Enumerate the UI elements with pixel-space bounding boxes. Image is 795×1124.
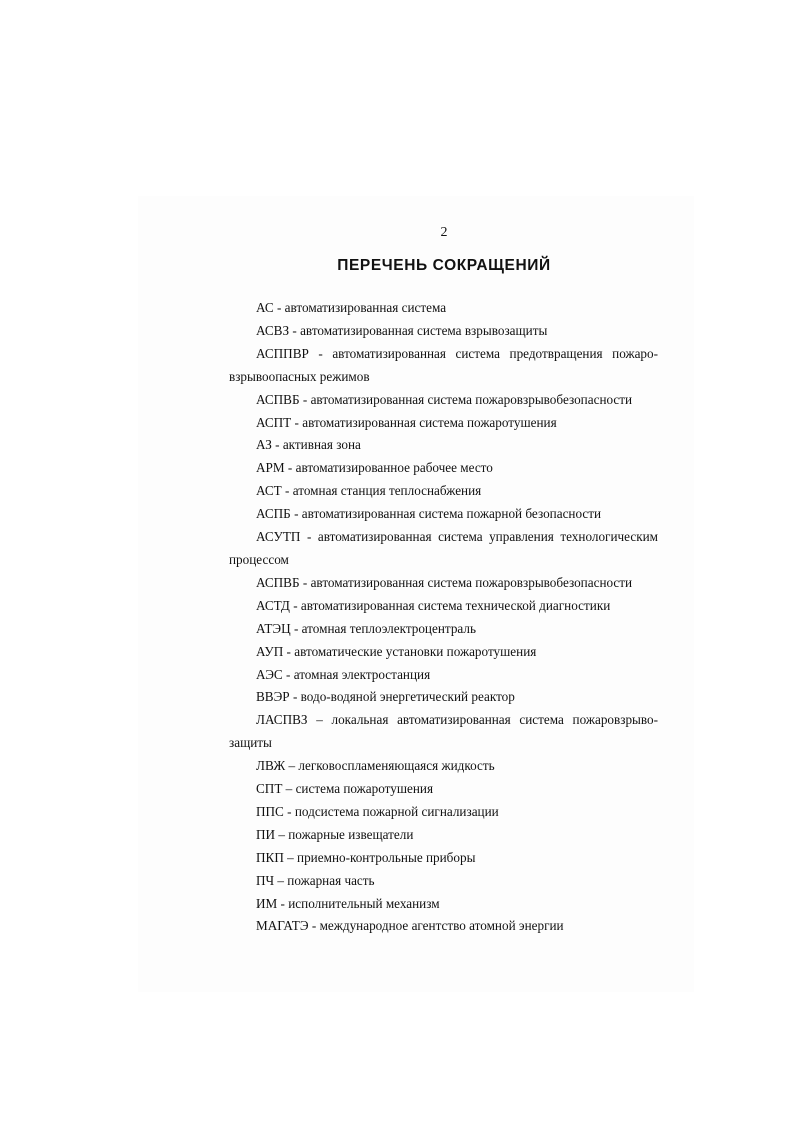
- list-item: [229, 480, 658, 503]
- list-item: [229, 664, 658, 687]
- abbreviation: АСВЗ: [256, 322, 290, 338]
- abbreviation: СПТ: [256, 781, 283, 797]
- list-item: [229, 343, 658, 389]
- definition: пожарная часть: [287, 872, 375, 888]
- abbreviations-list: [229, 297, 658, 938]
- definition: приемно-контрольные приборы: [297, 849, 476, 865]
- definition: система пожаротушения: [295, 781, 434, 797]
- abbreviation: АСПБ: [256, 506, 291, 522]
- separator: -: [311, 918, 317, 934]
- list-item: [229, 320, 658, 343]
- separator: -: [285, 483, 290, 499]
- abbreviation: АЗ: [256, 437, 272, 453]
- list-item: [229, 595, 658, 618]
- definition: автоматизированная система пожаровзрывобезопасности: [310, 574, 633, 590]
- abbreviation: АСППВР: [256, 345, 309, 361]
- list-item: [229, 686, 658, 709]
- definition: атомная электростанция: [293, 666, 431, 682]
- abbreviation: АСТД: [256, 597, 290, 613]
- separator: -: [276, 300, 282, 315]
- definition: локальная автоматизированная система пожаровзрыво-защиты: [229, 712, 659, 751]
- list-item: [229, 709, 658, 755]
- separator: -: [294, 414, 299, 430]
- definition: атомная теплоэлектроцентраль: [301, 620, 476, 636]
- list-item: [229, 457, 658, 480]
- definition: автоматические установки пожаротушения: [294, 643, 537, 659]
- list-item: [229, 778, 658, 801]
- separator: -: [306, 529, 312, 545]
- list-item: [229, 572, 658, 595]
- list-item: [229, 618, 658, 641]
- list-item: [229, 297, 658, 320]
- abbreviation: АСУТП: [256, 529, 301, 545]
- separator: -: [294, 506, 299, 522]
- definition: водо-водяной энергетический реактор: [300, 689, 515, 705]
- separator: –: [285, 781, 293, 797]
- list-item: [229, 755, 658, 778]
- abbreviation: АРМ: [256, 460, 285, 476]
- definition: активная зона: [282, 437, 361, 453]
- abbreviation: АСПТ: [256, 414, 292, 430]
- definition: автоматизированная система управления технологическим процессом: [229, 529, 658, 567]
- abbreviation: ППС: [256, 803, 284, 819]
- abbreviation: АСПВБ: [256, 391, 300, 407]
- definition: исполнительный механизм: [288, 895, 440, 911]
- separator: -: [286, 643, 291, 659]
- list-item: [229, 847, 658, 870]
- abbreviation: ПЧ: [256, 872, 275, 888]
- definition: автоматизированная система предотвращения пожаро-взрывоопасных режимов: [229, 345, 658, 384]
- separator: -: [293, 597, 298, 613]
- abbreviation: ПКП: [256, 849, 284, 865]
- list-item: [229, 801, 658, 824]
- definition: подсистема пожарной сигнализации: [294, 803, 499, 819]
- separator: –: [277, 872, 284, 888]
- separator: -: [287, 460, 293, 476]
- list-item: [229, 893, 658, 916]
- list-item: [229, 870, 658, 893]
- separator: –: [287, 849, 294, 865]
- separator: –: [278, 826, 285, 842]
- definition: легковоспламеняющаяся жидкость: [298, 758, 495, 774]
- definition: автоматизированная система: [284, 300, 447, 315]
- definition: международное агентство атомной энергии: [319, 918, 564, 934]
- definition: автоматизированная система пожаровзрывобезопасности: [310, 391, 633, 407]
- definition: атомная станция теплоснабжения: [292, 483, 482, 499]
- list-item: [229, 412, 658, 435]
- separator: -: [293, 620, 299, 636]
- abbreviation: АС: [256, 300, 274, 315]
- abbreviation: АЭС: [256, 666, 283, 682]
- separator: -: [318, 345, 323, 361]
- definition: автоматизированное рабочее место: [295, 460, 493, 476]
- definition: автоматизированная система пожаротушения: [302, 414, 557, 430]
- list-item: [229, 915, 658, 938]
- list-item: [229, 641, 658, 664]
- separator: -: [302, 574, 308, 590]
- abbreviation: ЛВЖ: [256, 758, 286, 774]
- abbreviation: ИМ: [256, 895, 278, 911]
- separator: -: [286, 666, 291, 682]
- definition: автоматизированная система пожарной безопасности: [301, 506, 602, 522]
- list-item: [229, 503, 658, 526]
- separator: –: [288, 758, 296, 774]
- abbreviation: АСПВБ: [256, 574, 300, 590]
- separator: -: [275, 437, 280, 453]
- page-title: ПЕРЕЧЕНЬ СОКРАЩЕНИЙ: [337, 257, 551, 274]
- list-item: [229, 824, 658, 847]
- separator: –: [316, 712, 323, 728]
- list-item: [229, 526, 658, 572]
- separator: -: [292, 689, 298, 705]
- abbreviation: ПИ: [256, 826, 276, 842]
- definition: автоматизированная система взрывозащиты: [300, 322, 548, 338]
- abbreviation: АУП: [256, 643, 284, 659]
- page-number: 2: [440, 225, 448, 240]
- separator: -: [280, 895, 285, 911]
- abbreviation: ЛАСПВЗ: [256, 712, 308, 728]
- abbreviation: АТЭЦ: [256, 620, 291, 636]
- definition: автоматизированная система технической диагностики: [300, 597, 611, 613]
- definition: пожарные извещатели: [288, 826, 414, 842]
- separator: -: [287, 803, 292, 819]
- separator: -: [292, 322, 297, 338]
- abbreviation: МАГАТЭ: [256, 918, 309, 934]
- list-item: [229, 434, 658, 457]
- abbreviation: ВВЭР: [256, 689, 290, 705]
- list-item: [229, 389, 658, 412]
- abbreviation: АСТ: [256, 483, 282, 499]
- separator: -: [302, 391, 308, 407]
